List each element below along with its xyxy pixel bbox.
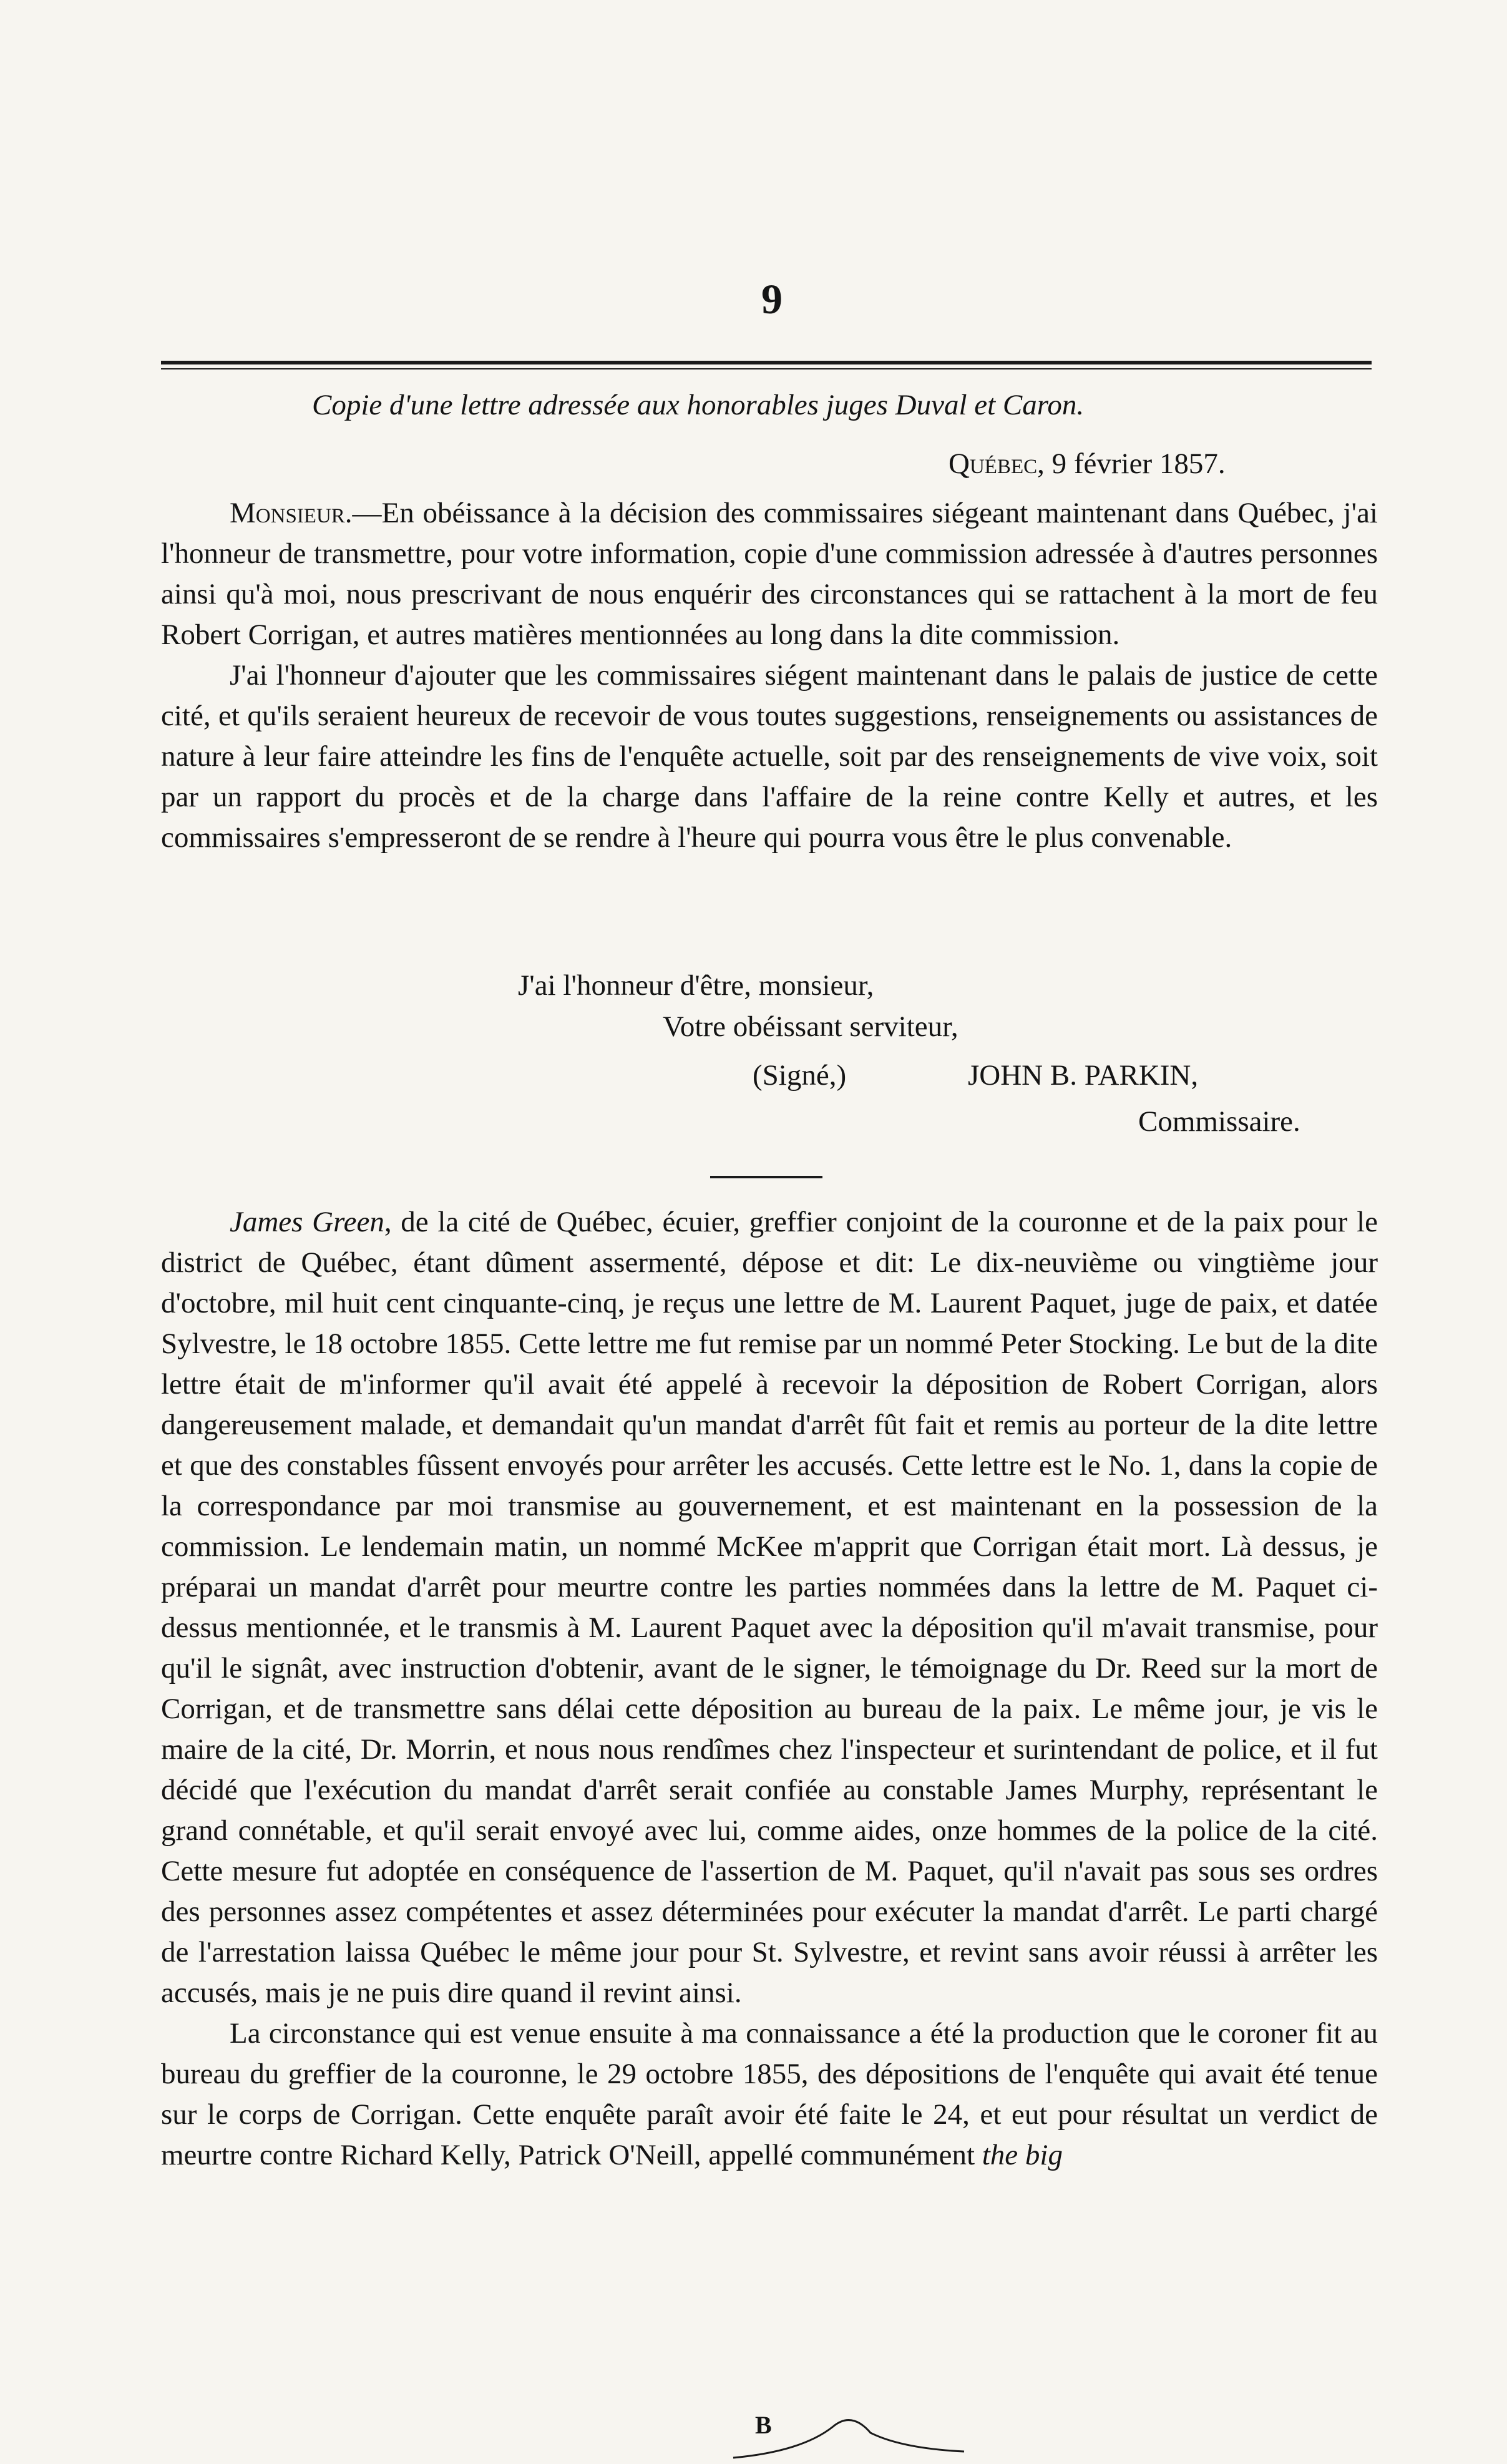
signed-marker: (Signé,): [753, 1059, 847, 1092]
signature-letter: B: [755, 2411, 772, 2439]
closing-line-2: Votre obéissant serviteur,: [663, 1010, 958, 1043]
dateline-date: , 9 février 1857.: [1037, 447, 1226, 480]
dateline-place: Québec: [949, 447, 1038, 480]
trailing-italic: the big: [982, 2139, 1063, 2171]
deposition-paragraph-1: [161, 1202, 1378, 2013]
salutation: Monsieur.: [230, 497, 353, 529]
flourish-icon: [727, 2414, 977, 2464]
section-divider: [710, 1176, 822, 1178]
signer-title: Commissaire.: [1138, 1105, 1300, 1138]
deposition-paragraph-2: [161, 2013, 1378, 2176]
header-rule-thin: [161, 368, 1372, 369]
letter-paragraph-2: J'ai l'honneur d'ajouter que les commissaires siégent maintenant dans le palais de justice de cette cité, et qu'ils seraient heureux de recevoir de vous toutes suggestions, renseignements ou assistances de nature à leur faire atteindre les fins de l'enquête actuelle, soit par des renseignements de vive voix, soit par un rapport du procès et de la charge dans l'affaire de la reine contre Kelly et autres, et les commissaires s'empresseront de se rendre à l'heure qui pourra vous être le plus convenable.: [161, 659, 1378, 854]
letter-paragraph-1-text: —En obéissance à la décision des commissaires siégeant maintenant dans Québec, j'ai l'honneur de transmettre, pour votre information, copie d'une commission adressée à d'autres personnes ainsi qu'à moi, nous prescrivant de nous enquérir des circonstances qui se rattachent à la mort de feu Robert Corrigan, et autres matières mentionnées au long dans la dite commission.: [161, 497, 1378, 651]
letter-paragraph-1: [161, 493, 1378, 655]
signer-name: JOHN B. PARKIN,: [968, 1059, 1199, 1092]
deponent-name: James Green: [230, 1206, 384, 1238]
closing-line-1: J'ai l'honneur d'être, monsieur,: [518, 969, 874, 1002]
dateline: [949, 447, 1226, 481]
deposition-paragraph-1-text: , de la cité de Québec, écuier, greffier conjoint de la couronne et de la paix pour le district de Québec, étant dûment assermenté, dépose et dit: Le dix-neuvième ou vingtième jour d'octobre, mil huit cent cinquante-cinq, je reçus une lettre de M. Laurent Paquet, juge de paix, et datée Sylvestre, le 18 octobre 1855. Cette lettre me fut remise par un nommé Peter Stocking. Le but de la dite lettre était de m'informer qu'il avait été appelé à recevoir la déposition de Robert Corrigan, alors dangereusement malade, et demandait qu'un mandat d'arrêt fût fait et remis au porteur de la dite lettre et que des constables fûssent envoyés pour arrêter les accusés. Cette lettre est le No. 1, dans la copie de la correspondance par moi transmise au gouvernement, et est maintenant en la possession de la commission. Le lendemain matin, un nommé McKee m'apprit que Corrigan était mort. Là dessus, je préparai un mandat d'arrêt pour meurtre contre les parties nommées dans la lettre de M. Paquet ci-dessus mentionnée, et le transmis à M. Laurent Paquet avec la déposition qu'il m'avait transmise, pour qu'il le signât, avec instruction d'obtenir, avant de le signer, le témoignage du Dr. Reed sur la mort de Corrigan, et de transmettre sans délai cette déposition au bureau de la paix. Le même jour, je vis le maire de la cité, Dr. Morrin, et nous nous rendîmes chez l'inspecteur et surintendant de police, et il fut décidé que l'exécution du mandat d'arrêt serait confiée au constable James Murphy, représentant le grand connétable, et qu'il serait envoyé avec lui, comme aides, onze hommes de la police de la cité. Cette mesure fut adoptée en conséquence de l'assertion de M. Paquet, qu'il n'avait pas sous ses ordres des personnes assez compétentes et assez déterminées pour exécuter la mandat d'arrêt. Le parti chargé de l'arrestation laissa Québec le même jour pour St. Sylvestre, et revint sans avoir réussi à arrêter les accusés, mais je ne puis dire quand il revint ainsi.: [161, 1206, 1378, 2009]
deposition-paragraph-2-text: La circonstance qui est venue ensuite à ma connaissance a été la production que le coroner fit au bureau du greffier de la couronne, le 29 octobre 1855, des dépositions de l'enquête qui avait été tenue sur le corps de Corrigan. Cette enquête paraît avoir été faite le 24, et eut pour résultat un verdict de meurtre contre Richard Kelly, Patrick O'Neill, appellé communément: [161, 2017, 1378, 2171]
page-number: 9: [761, 275, 783, 323]
header-rule: [161, 361, 1372, 364]
letter-caption: Copie d'une lettre adressée aux honorables juges Duval et Caron.: [312, 389, 1085, 421]
deposition-body: [161, 1202, 1378, 2176]
letter-body: [161, 493, 1378, 858]
